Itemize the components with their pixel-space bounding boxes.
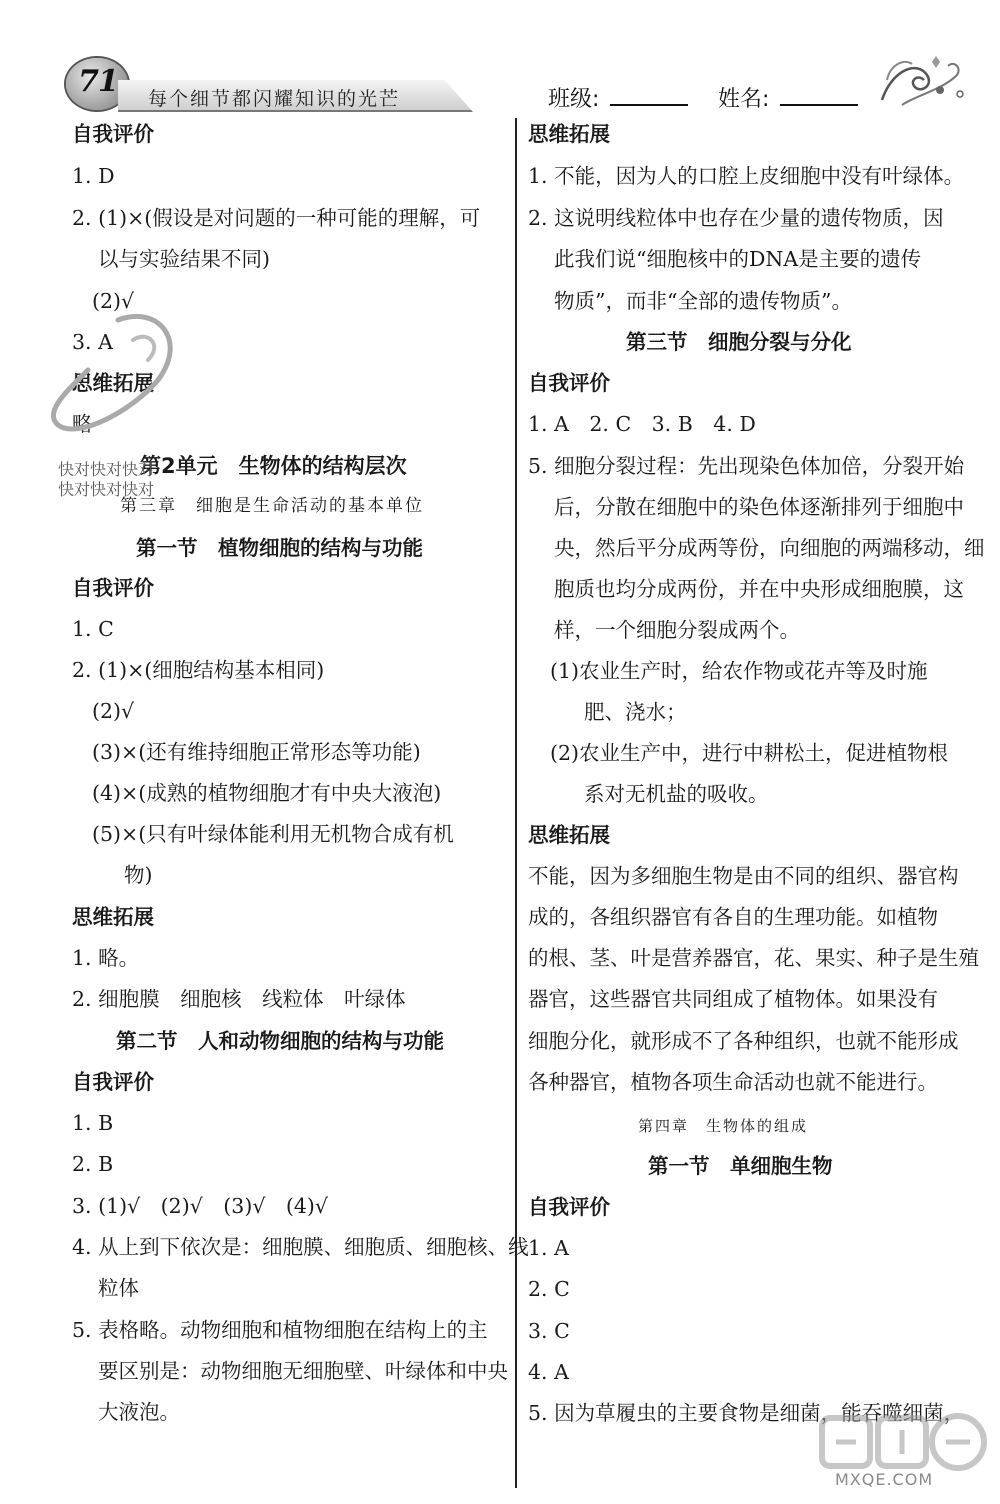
- name-label: 姓名:: [718, 87, 770, 112]
- answer-line: 2. 细胞膜 细胞核 线粒体 叶绿体: [72, 987, 406, 1011]
- answer-line: 不能，因为多细胞生物是由不同的组织、器官构: [528, 864, 959, 888]
- answer-line: 5. 细胞分裂过程：先出现染色体加倍，分裂开始: [528, 454, 965, 478]
- answer-line: 1. C: [72, 617, 114, 641]
- answer-line: 略: [72, 412, 93, 436]
- heading-self-evaluation: 自我评价: [72, 122, 154, 146]
- answer-line: 5. 表格略。动物细胞和植物细胞在结构上的主: [72, 1318, 488, 1342]
- slogan-text: 每个细节都闪耀知识的光芒: [148, 88, 401, 110]
- answer-line: 物): [124, 863, 153, 887]
- class-blank[interactable]: [610, 104, 688, 106]
- answer-line: 2. C: [528, 1277, 570, 1301]
- answer-line: 各种器官，植物各项生命活动也就不能进行。: [528, 1070, 938, 1094]
- section-title: 第二节 人和动物细胞的结构与功能: [116, 1029, 444, 1053]
- answer-line: 5. 因为草履虫的主要食物是细菌，能吞噬细菌，: [528, 1401, 965, 1425]
- answer-line: 系对无机盐的吸收。: [584, 782, 769, 806]
- answer-line: 后，分散在细胞中的染色体逐渐排列于细胞中: [554, 495, 964, 519]
- heading-self-evaluation: 自我评价: [528, 1195, 610, 1219]
- heading-thinking-extension: 思维拓展: [528, 823, 610, 847]
- answer-line: 要区别是：动物细胞无细胞壁、叶绿体和中央: [98, 1359, 508, 1383]
- heading-thinking-extension: 思维拓展: [528, 122, 610, 146]
- unit-title: 第2单元 生物体的结构层次: [140, 454, 407, 478]
- answer-line: 2. 这说明线粒体中也存在少量的遗传物质，因: [528, 206, 944, 230]
- answer-line: 4. 从上到下依次是：细胞膜、细胞质、细胞核、线: [72, 1235, 529, 1259]
- answer-line: 1. A: [528, 1236, 569, 1260]
- section-title: 第三节 细胞分裂与分化: [626, 330, 852, 354]
- page-header: [0, 0, 1000, 125]
- answer-line: (3)×(还有维持细胞正常形态等功能): [92, 740, 421, 764]
- answer-line: 1. A 2. C 3. B 4. D: [528, 412, 756, 436]
- answer-line: 肥、浇水；: [584, 700, 687, 724]
- page-number: 71: [78, 64, 118, 99]
- answer-line: 1. D: [72, 164, 115, 188]
- answer-line: 2. B: [72, 1152, 114, 1176]
- answer-line: (2)√: [92, 289, 135, 313]
- answer-line: 胞质也均分成两份，并在中央形成细胞膜，这: [554, 577, 964, 601]
- answer-line: 1. B: [72, 1111, 114, 1135]
- answer-line: 1. 略。: [72, 946, 140, 970]
- answer-line: 1. 不能，因为人的口腔上皮细胞中没有叶绿体。: [528, 164, 965, 188]
- column-divider: [515, 118, 517, 1488]
- answer-line: 2. (1)×(细胞结构基本相同): [72, 658, 325, 682]
- answer-line: (5)×(只有叶绿体能利用无机物合成有机: [92, 822, 454, 846]
- answer-line: 3. (1)√ (2)√ (3)√ (4)√: [72, 1194, 328, 1218]
- heading-self-evaluation: 自我评价: [72, 576, 154, 600]
- answer-line: 以与实验结果不同): [98, 247, 270, 271]
- heading-thinking-extension: 思维拓展: [72, 371, 154, 395]
- answer-line: 3. C: [528, 1319, 570, 1343]
- answer-line: 大液泡。: [98, 1400, 180, 1424]
- answer-line: 器官，这些器官共同组成了植物体。如果没有: [528, 987, 938, 1011]
- section-title: 第一节 植物细胞的结构与功能: [136, 536, 423, 560]
- answer-line: 样，一个细胞分裂成两个。: [554, 618, 800, 642]
- answer-line: 央，然后平分成两等份，向细胞的两端移动，细: [554, 536, 985, 560]
- watermark-text: MXQE.COM: [835, 1470, 934, 1489]
- heading-self-evaluation: 自我评价: [72, 1070, 154, 1094]
- stamp-text: 快对快对快对: [58, 460, 155, 479]
- stamp-text: 快对快对快对: [58, 480, 155, 499]
- answer-line: 3. A: [72, 330, 113, 354]
- answer-line: 细胞分化，就形成不了各种组织，也就不能形成: [528, 1029, 959, 1053]
- chapter-title: 第四章 生物体的组成: [638, 1117, 809, 1135]
- answer-line: 4. A: [528, 1360, 569, 1384]
- ornament-icon: [872, 50, 972, 112]
- answer-line: 物质”，而非“全部的遗传物质”。: [554, 289, 852, 313]
- answer-line: (2)√: [92, 699, 135, 723]
- heading-thinking-extension: 思维拓展: [72, 905, 154, 929]
- answer-line: 2. (1)×(假设是对问题的一种可能的理解，可: [72, 206, 481, 230]
- answer-line: (2)农业生产中，进行中耕松土，促进植物根: [550, 741, 949, 765]
- chapter-title: 第三章 细胞是生命活动的基本单位: [120, 496, 424, 516]
- class-label: 班级:: [548, 87, 600, 112]
- answer-line: (4)×(成熟的植物细胞才有中央大液泡): [92, 781, 442, 805]
- answer-line: (1)农业生产时，给农作物或花卉等及时施: [550, 659, 928, 683]
- section-title: 第一节 单细胞生物: [648, 1154, 833, 1178]
- heading-self-evaluation: 自我评价: [528, 371, 610, 395]
- handwriting-mark-icon: [38, 300, 188, 450]
- answer-line: 成的，各组织器官有各自的生理功能。如植物: [528, 905, 938, 929]
- answer-line: 此我们说“细胞核中的DNA是主要的遗传: [554, 247, 922, 271]
- answer-line: 的根、茎、叶是营养器官，花、果实、种子是生殖: [528, 946, 979, 970]
- answer-line: 粒体: [98, 1276, 139, 1300]
- name-blank[interactable]: [780, 104, 858, 106]
